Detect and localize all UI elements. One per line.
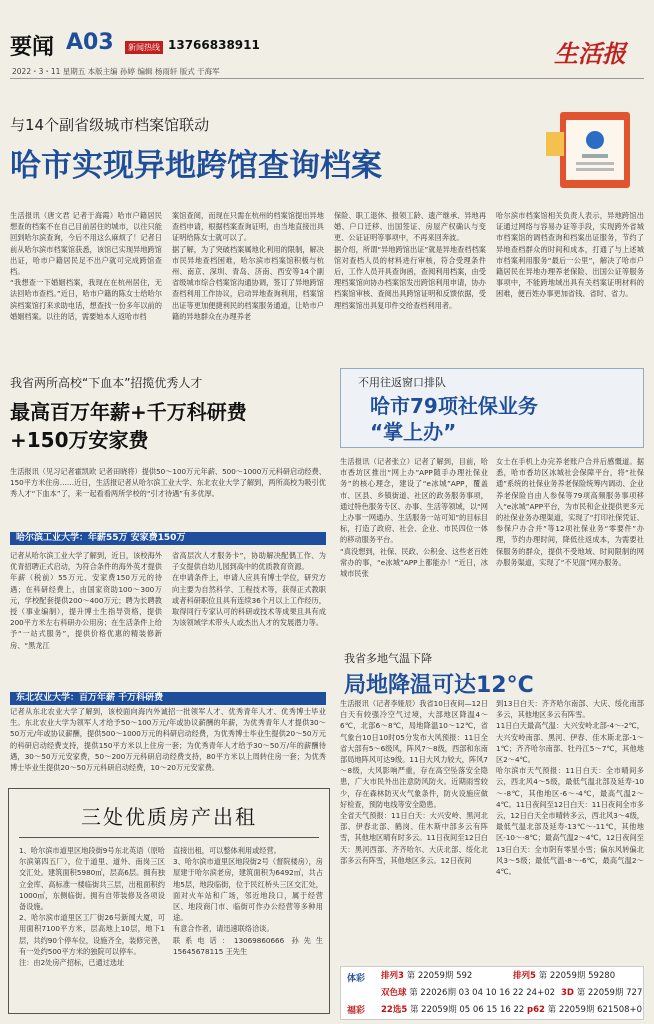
article-weather <box>340 646 644 966</box>
hotline-label: 新闻热线 <box>125 41 163 54</box>
article-kicker: 我省两所高校“下血本”招揽优秀人才 <box>10 376 203 390</box>
article-kicker: 不用往返窗口排队 <box>358 376 446 389</box>
article-column: 记者从东北农业大学了解到，该校面向海内外诚招一批领军人才、优秀青年人才、优秀博士毕业生。东北农业大学为领军人才给予50～100万元/年或协议薪酬的年薪，为优秀青年人才提供30～50万元/年或协议薪酬，提供500～1000万元的科研启动经费，为优秀博士毕业生提供20～50万元的科研启动经费支持，提供150平方米以上住房一套；为优秀青年人才给予30～50万/年的薪酬待遇，30～50万元安家费，50～200万元科研启动经费支持，80平方米以上周转住房一套；为优秀博士毕业生提供20～50万元科研启动经费，10～20万元安家费。 <box>10 707 326 773</box>
article-column: 案馆查阅，而现在只需在杭州的档案馆提出异地查档申请，根据档案查询证明，由当地直接出具证明给陈女士就可以了。 据了解，为了突破档案属地化利用的限制，解决市民异地查档困难，哈尔滨市档案馆积极与杭州、南京、深圳、青岛、济南、西安等14个副省级城市综合档案馆沟通协调，签订了异地跨馆查档利用工作协议，启动异地查询利用，档案馆出证等更加便捷利民的档案服务通道，让哈市户籍的异地群众在办理养老 <box>172 211 324 321</box>
property-ad <box>8 788 330 1014</box>
article-headline: +150万安家费 <box>10 428 149 452</box>
article-column: 女士在手机上办完养老账户合并后感慨道。据悉，哈市香坊区冰城社会保障平台，将“社保通”系统的社保业务养老保险统筹内调动、企业养老保险自由人参保等79项高频服务事项移入“e冰城”APP平台，为市民和企业提供更多元的社保业务办理渠道，实现了“打印社保凭证、参保户办合并”等12项社保业务“零要件”办理，节约办理时间，降低往返成本，为需要社保服务的群众，提供不受地域、时间限制的网办服务渠道，实现了“不见面”网办服务。 <box>496 457 644 567</box>
article-column: 到13日白天：齐齐哈尔南部、大庆、绥化南部多云，其他地区多云有阵雪。 11日白天最高气温：大兴安岭北部-4～-2℃，大兴安岭南部、黑河、伊春、佳木斯北部-1～1℃；齐齐哈尔南部、牡丹江5～7℃，其他地区2～4℃。 哈尔滨市天气预报：11日白天：全市晴间多云，西北风4～5级，最低气温北部及延寿-10～-8℃，其他地区-6～-4℃，最高气温2～4℃。11日夜间至12日白天：11日夜间全市多云，12日白天全市晴转多云，西北风3～4级，最低气温北部及延寿-13℃～-11℃，其他地区-10～-8℃；最高气温2～4℃。12日夜间至13日白天：全市阴有零星小雪；偏东风转偏北风3～5级；最低气温-8～-6℃，最高气温2～4℃。 <box>496 699 644 877</box>
article-column: 生活报讯（记者李娅辰）我省10日夜间—12日白天有较强冷空气过境，大部地区降温4～6℃，北部6～8℃，局地降温10～12℃，省气象台10日10时05分发布大风预报：11日全省大部有5～6级风，阵风7～8级，西部和东南部局地阵风可达9级。11日大风力较大，阵风7～8级，大风影响严重，存在高空坠落安全隐患，广大市民外出注意防风防火。近期雨雪较少，存在森林防灭火气象条件，防火设施应做好检查，预防电线等安全隐患。 全省天气预报：11日白天：大兴安岭、黑河北部、伊春北部、鹤岗、佳木斯中部多云有阵雪，其他地区晴有时多云。11日夜间至12日白天：黑河西部、齐齐哈尔、大庆北部、绥化北部多云有阵雪，其他地区多云。12日夜间 <box>340 699 488 865</box>
article-talent <box>0 368 332 728</box>
article-column: 生活报讯（唐文君 记者于海霞）哈市户籍居民想查的档案不在自己目前居住的城市，以往只能回到哈尔滨查询，今后不用这么麻烦了！记者日前从哈尔滨市档案馆获悉，该馆已实现异地跨馆出证，哈市户籍居民足不出户就可完成跨馆查档。 “我想查一下婚姻档案，我现在在杭州居住，无法回哈市查档。”近日，哈市户籍的陈女士给哈尔滨档案馆打来求助电话，想查找一份多年以前的婚姻档案。以往的话，需要她本人返哈市档 <box>10 211 162 321</box>
ad-headline: 三处优质房产出租 <box>81 805 257 829</box>
article-archive <box>0 100 654 360</box>
newspaper-logo: 生活报 <box>554 39 626 68</box>
section-bar: 哈尔滨工业大学：年薪55万 安家费150万 <box>10 532 326 545</box>
article-column: 生活报讯（记者张立）记者了解到，目前，哈市香坊区推出“网上办”APP随手办理社保业务”的核心理念，建设了“e冰城”APP，覆盖市、区县、乡镇街道、社区的政务服务事项，通过特色服务专区、办事、生活等领域，以“网上办事一网通办、生活服务一站可知”的目标目标，打造了政府、社会、企业、市民四位一体的移动服务平台。 “真没想到，社保、民政、公积金、这些老百姓常办的事，“e冰城”APP上都能办！”近日，冰城市民张 <box>340 457 488 579</box>
section-title: 要闻 <box>10 34 55 60</box>
article-headline: 局地降温可达12°C <box>344 673 534 698</box>
hotline-number: 13766838911 <box>168 38 260 52</box>
article-column: 哈尔滨市档案馆相关负责人表示，异地跨馆出证通过网络与容易办证等手段，实现跨外省城市档案馆的调档查询和档案出证服务，节约了异地查档群众的时间和成本，打通了与上述城市档案利用服务“最后一公里”，解决了哈市户籍居民在异地办理养老保险、出国公证等服务事项中，不能跨地域出具有关档案证明材料的困难，便百姓办事更加省钱、省时、省力。 <box>496 211 644 299</box>
sports-lottery-tag: 体彩 <box>347 974 366 984</box>
document-illustration-icon <box>540 102 644 192</box>
masthead <box>0 0 654 76</box>
article-headline: “掌上办” <box>370 420 457 444</box>
lottery-3d: 3D 第 22059期 727 <box>561 988 643 998</box>
article-lead: 生活报讯（见习记者霍凯欧 记者田晓将）提供50～100万元年薪、500～1000万元科研启动经费、150平方米住房……近日，生活报记者从哈尔滨工业大学、东北农业大学了解到，两所高校为吸引优秀人才“下血本”了，来一起看看两所学校的“引才待遇”有多优厚。 <box>10 467 326 499</box>
lottery-ssq: 双色球 第 22026期 03 04 10 16 22 24+02 <box>381 988 556 998</box>
ad-column: 直接出租，可以整体利用或经营。 3、哈尔滨市道里区地段街2号（督院楼房），房屋建于哈尔滨老房，建筑面积为6492㎡，共占地5层，地段临街，位于民红桥头三区交汇处，面对火车站和广场，邻近地段口，属于经营区、地段商门市、临街可作办公经营等多种用途。 有意合作者，请迅速联络洽谈。 联系电话：13069860666 孙先生 15645678115 王先生 <box>173 846 323 956</box>
article-headline: 最高百万年薪+千万科研费 <box>10 400 247 424</box>
article-headline: 哈市79项社保业务 <box>370 394 538 418</box>
welfare-lottery-tag: 福彩 <box>347 1006 366 1016</box>
article-column: 省高层次人才服务卡”，协助解决配偶工作、为子女提供自幼儿园到高中的优质教育资源。 在申请条件上，申请人应具有博士学位，研究方向主要为自然科学、工程技术等，获得正式教职或者科研职位且具有连续36个月以上工作经历，取得同行专家认可的科研或技术等成果且具有成为该领域学术带头人或杰出人才的发展潜力等。 <box>172 551 326 628</box>
ad-rule <box>19 837 319 838</box>
lottery-22x5: 22选5 第 22059期 05 06 15 16 22 <box>381 1005 525 1015</box>
masthead-rule <box>10 78 644 79</box>
lottery-panel <box>340 966 644 1020</box>
lottery-pl5: 排列5 第 22059期 59280 <box>513 971 616 981</box>
date-line: 2022・3・11 星期五 本版主编 孙婷 编辑 杨雨轩 版式 于海军 <box>12 67 220 76</box>
article-social-security <box>340 368 644 628</box>
page-number: A03 <box>66 30 114 55</box>
article-column: 记者从哈尔滨工业大学了解到，近日，该校海外优青招聘正式启动，为符合条件的海外英才提供年薪（税前）55万元、安家费150万元的待遇；在科研经费上，由国家资助100～300万元，学校配套提供200～400万元；聘为长聘教授（事业编制），提升博士生指导资格，提供200平方米左右科研办公用房；在生活条件上给予“一站式服务”，提供价格优惠的精装修新房、“黑龙江 <box>10 551 162 650</box>
ad-column: 1、哈尔滨市道里区地段街9号东北英语（原哈尔滨第四五厂），位于道里、道外、南岗三区交汇处。建筑面积5980㎡，层高6层。拥有独立金库、高标准一楼临街共三层，出租面积约1000㎡，东侧临街。拥有自带装修及各项设备设施。 2、哈尔滨市道里区工厂街26号新闻大厦，可用面积7100平方米，层高地上10层，地下1层，共约90个停车位，设施齐全，装修完善，有一处约500平方米的独院可以停车。 注：由2处房产招标，已通过选址 <box>19 846 165 968</box>
lottery-pl3: 排列3 第 22059期 592 <box>381 971 473 981</box>
archive-illustration <box>540 102 644 192</box>
article-kicker: 我省多地气温下降 <box>344 652 432 665</box>
article-headline: 哈市实现异地跨馆查询档案 <box>10 148 382 184</box>
article-kicker: 与14个副省级城市档案馆联动 <box>10 116 210 134</box>
article-column: 保险、职工退休、报领工龄、遗产继承、异地再婚、户口迁移、出国签证、房屋产权确认与变更、公证证明等事项中，不再来回奔波。 据介绍，所谓“异地跨馆出证”就是异地查档档案馆对查档人员的材料进行审核，符合受理条件后，工作人员开具查询函，查阅利用档案，由受理档案馆向协办档案馆发出跨馆利用申请，协办档案馆审核、查阅出具跨馆证明和反馈依据，受理档案馆出具复印件交给查档利用者。 <box>334 211 486 310</box>
lottery-p62: p62 第 22059期 621508+0 <box>527 1005 643 1015</box>
section-bar: 东北农业大学：百万年薪 千万科研费 <box>10 692 326 705</box>
